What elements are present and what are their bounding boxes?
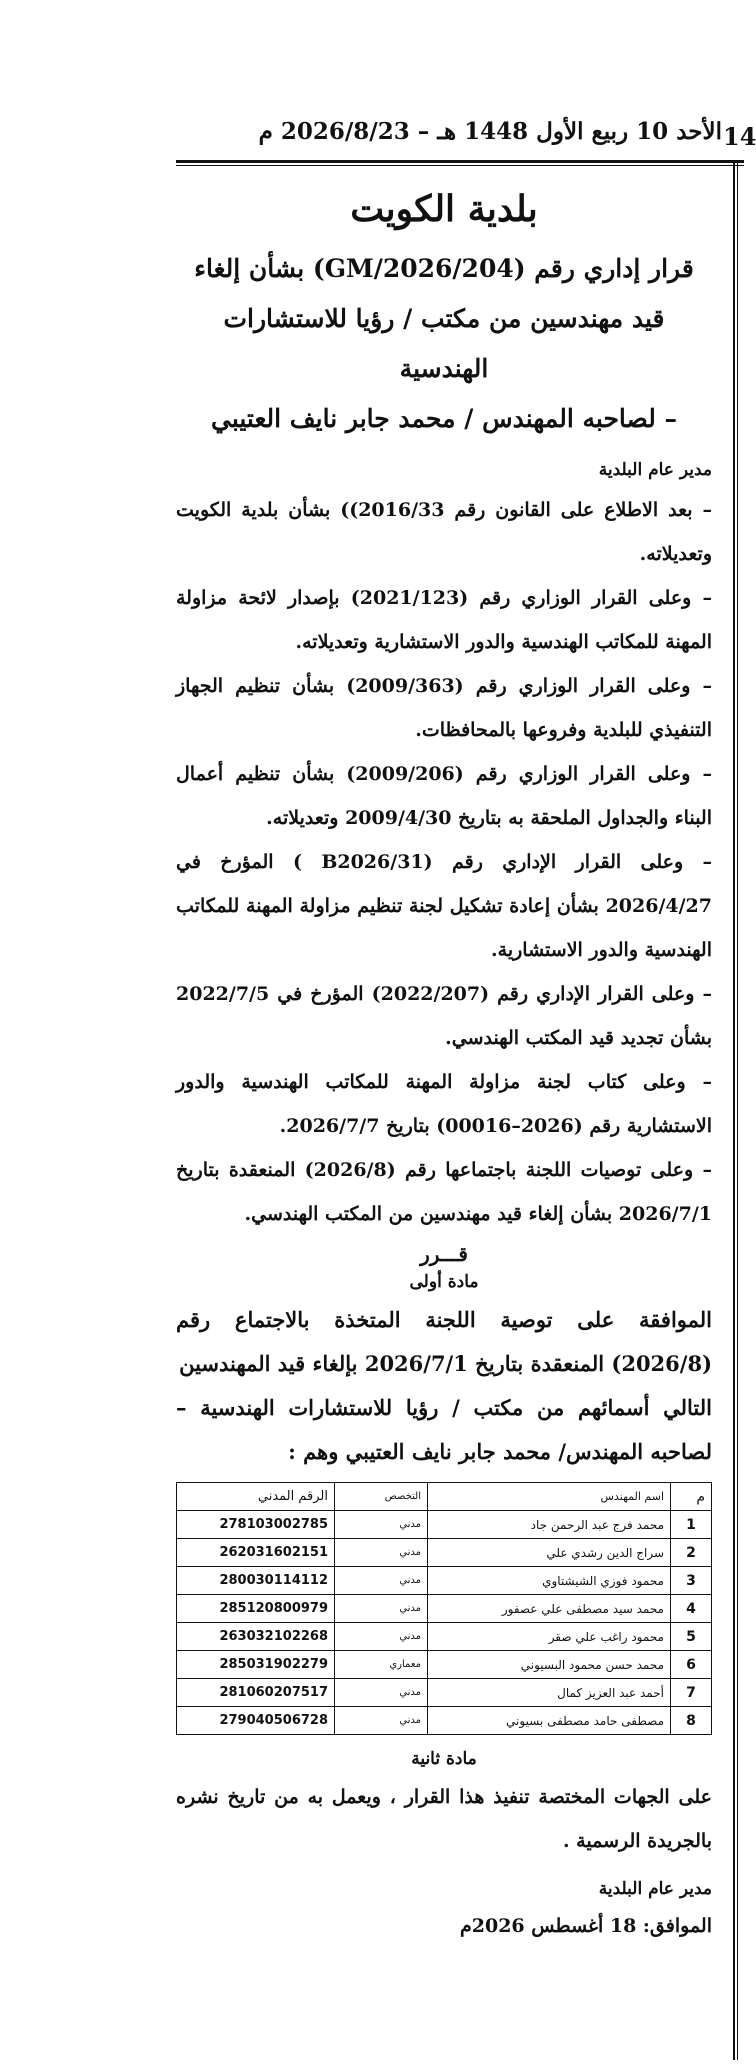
col-name-header: اسم المهندس bbox=[428, 1483, 671, 1511]
decree-subtitle-2: قيد مهندسين من مكتب / رؤيا للاستشارات الهندسية bbox=[223, 304, 665, 383]
preamble-item: – وعلى القرار الوزاري رقم (2009/206) بشأن تنظيم أعمال البناء والجداول الملحقة به بتاريخ 2009/4/30 وتعديلاته. bbox=[176, 763, 713, 829]
col-civil-id-header: الرقم المدني bbox=[177, 1483, 335, 1511]
engineer-civil-id: 285031902279 bbox=[177, 1651, 335, 1679]
article-1-heading: مادة أولى bbox=[409, 1272, 479, 1292]
engineer-name: محمد سيد مصطفى علي عصفور bbox=[428, 1595, 671, 1623]
engineer-name: سراج الدين رشدي علي bbox=[428, 1539, 671, 1567]
preamble-item: – وعلى القرار الإداري رقم (B2026/31 ) المؤرخ في 2026/4/27 بشأن إعادة تشكيل لجنة تنظيم مزاولة المهنة للمكاتب الهندسية والدور الاستشارية. bbox=[176, 851, 713, 961]
engineer-name: مصطفى حامد مصطفى بسيوني bbox=[428, 1707, 671, 1735]
issuer-line: مدير عام البلدية bbox=[598, 460, 712, 480]
engineer-specialty: مدني bbox=[335, 1679, 428, 1707]
header-rule bbox=[176, 160, 744, 163]
column-rule-thin bbox=[737, 160, 738, 2060]
engineer-name: أحمد عبد العزيز كمال bbox=[428, 1679, 671, 1707]
article-1-text-cont: التالي أسمائهم من مكتب / رؤيا للاستشارات الهندسية – لصاحبه المهندس/ محمد جابر نايف العتيبي وهم : bbox=[176, 1395, 712, 1464]
col-number-header: م bbox=[671, 1483, 712, 1511]
row-number: 6 bbox=[671, 1651, 712, 1679]
table-row bbox=[177, 1707, 712, 1735]
page-number: 14 bbox=[723, 122, 756, 151]
preamble-item: – وعلى القرار الإداري رقم (2022/207) المؤرخ في 2022/7/5 بشأن تجديد قيد المكتب الهندسي. bbox=[176, 983, 712, 1049]
signature-date: الموافق: 18 أغسطس 2026م bbox=[459, 1915, 712, 1937]
engineer-specialty: مدني bbox=[335, 1707, 428, 1735]
engineer-specialty: معماري bbox=[335, 1651, 428, 1679]
engineer-name: محمود فوزي الشيشتاوي bbox=[428, 1567, 671, 1595]
table-row bbox=[177, 1511, 712, 1539]
header-rule-thin bbox=[176, 165, 744, 166]
municipality-title: بلدية الكويت bbox=[350, 188, 538, 230]
signature-line: مدير عام البلدية bbox=[598, 1879, 712, 1899]
engineer-civil-id: 279040506728 bbox=[177, 1707, 335, 1735]
preamble-item: – وعلى كتاب لجنة مزاولة المهنة للمكاتب الهندسية والدور الاستشارية رقم (2026–00016) بتاريخ 2026/7/7. bbox=[176, 1071, 712, 1137]
preamble-item: – وعلى توصيات اللجنة باجتماعها رقم (2026/8) المنعقدة بتاريخ 2026/7/1 بشأن إلغاء قيد مهندسين من المكتب الهندسي. bbox=[176, 1159, 713, 1225]
table-header-row bbox=[177, 1483, 712, 1511]
engineer-specialty: مدني bbox=[335, 1567, 428, 1595]
article-2-text: على الجهات المختصة تنفيذ هذا القرار ، ويعمل به من تاريخ نشره بالجريدة الرسمية . bbox=[176, 1786, 712, 1852]
preamble-item: – وعلى القرار الوزاري رقم (2009/363) بشأن تنظيم الجهاز التنفيذي للبلدية وفروعها بالمحافظات. bbox=[176, 675, 712, 741]
table-row bbox=[177, 1651, 712, 1679]
gazette-date-header: الأحد 10 ربيع الأول 1448 هـ – 2026/8/23 م bbox=[258, 118, 722, 145]
engineer-civil-id: 263032102268 bbox=[177, 1623, 335, 1651]
table-row bbox=[177, 1539, 712, 1567]
engineer-specialty: مدني bbox=[335, 1511, 428, 1539]
col-specialty-header: التخصص bbox=[335, 1483, 428, 1511]
engineer-specialty: مدني bbox=[335, 1595, 428, 1623]
decree-subtitle-1: قرار إداري رقم (GM/2026/204) بشأن إلغاء bbox=[194, 254, 694, 283]
engineer-name: محمد حسن محمود البسيوني bbox=[428, 1651, 671, 1679]
engineer-civil-id: 281060207517 bbox=[177, 1679, 335, 1707]
engineer-specialty: مدني bbox=[335, 1623, 428, 1651]
table-row bbox=[177, 1567, 712, 1595]
decree-column bbox=[176, 180, 712, 1937]
row-number: 5 bbox=[671, 1623, 712, 1651]
preamble-item: – بعد الاطلاع على القانون رقم 2016/33)) بشأن بلدية الكويت وتعديلاته. bbox=[176, 499, 712, 565]
table-row bbox=[177, 1623, 712, 1651]
engineer-civil-id: 285120800979 bbox=[177, 1595, 335, 1623]
row-number: 8 bbox=[671, 1707, 712, 1735]
engineer-name: محمود راغب علي صقر bbox=[428, 1623, 671, 1651]
column-rule bbox=[733, 160, 735, 2060]
decree-subtitle-3: – لصاحبه المهندس / محمد جابر نايف العتيبي bbox=[210, 404, 678, 433]
table-row bbox=[177, 1679, 712, 1707]
article-2-heading: مادة ثانية bbox=[411, 1749, 477, 1769]
engineers-table bbox=[176, 1482, 712, 1735]
row-number: 4 bbox=[671, 1595, 712, 1623]
engineer-civil-id: 262031602151 bbox=[177, 1539, 335, 1567]
article-1-text: الموافقة على توصية اللجنة المتخذة بالاجتماع رقم (2026/8) المنعقدة بتاريخ 2026/7/1 بإلغاء قيد المهندسين bbox=[176, 1307, 712, 1376]
engineer-civil-id: 280030114112 bbox=[177, 1567, 335, 1595]
table-row bbox=[177, 1595, 712, 1623]
row-number: 7 bbox=[671, 1679, 712, 1707]
engineer-name: محمد فرج عبد الرحمن جاد bbox=[428, 1511, 671, 1539]
engineer-specialty: مدني bbox=[335, 1539, 428, 1567]
row-number: 1 bbox=[671, 1511, 712, 1539]
decided-heading: قـــرر bbox=[420, 1242, 468, 1266]
row-number: 3 bbox=[671, 1567, 712, 1595]
row-number: 2 bbox=[671, 1539, 712, 1567]
engineer-civil-id: 278103002785 bbox=[177, 1511, 335, 1539]
preamble-item: – وعلى القرار الوزاري رقم (2021/123) بإصدار لائحة مزاولة المهنة للمكاتب الهندسية والدور الاستشارية وتعديلاته. bbox=[176, 587, 713, 653]
